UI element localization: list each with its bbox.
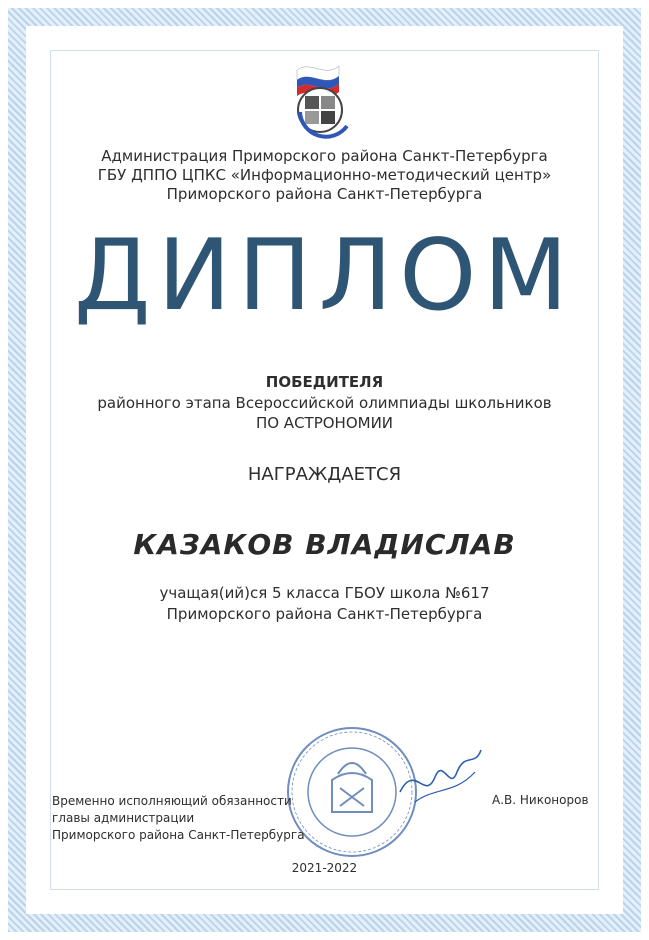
signatory-name: А.В. Никоноров	[492, 793, 589, 807]
organization-line-2: ГБУ ДППО ЦПКС «Информационно-методический центр»	[97, 166, 552, 184]
winner-label: ПОБЕДИТЕЛЯ	[265, 373, 384, 391]
awarded-label: НАГРАЖДАЕТСЯ	[247, 464, 402, 485]
academic-year: 2021-2022	[291, 861, 358, 875]
student-class: учащая(ий)ся 5 класса ГБОУ школа №617	[159, 584, 490, 602]
recipient-name: КАЗАКОВ ВЛАДИСЛАВ	[133, 528, 516, 561]
olympiad-subject: ПО АСТРОНОМИИ	[255, 414, 394, 432]
handwritten-signature	[395, 742, 485, 812]
student-district: Приморского района Санкт-Петербурга	[166, 605, 483, 623]
olympiad-logo	[275, 52, 375, 152]
signatory-position	[52, 793, 305, 844]
signatory-position-line-1: Временно исполняющий обязанности	[52, 794, 292, 808]
signatory-position-line-2: главы администрации	[52, 811, 195, 825]
diploma-title: ДИПЛОМ	[74, 219, 575, 333]
olympiad-stage: районного этапа Всероссийской олимпиады школьников	[97, 394, 552, 412]
signatory-position-line-3: Приморского района Санкт-Петербурга	[52, 828, 305, 842]
organization-line-1: Администрация Приморского района Санкт-Петербурга	[101, 147, 548, 165]
organization-line-3: Приморского района Санкт-Петербурга	[166, 185, 483, 203]
